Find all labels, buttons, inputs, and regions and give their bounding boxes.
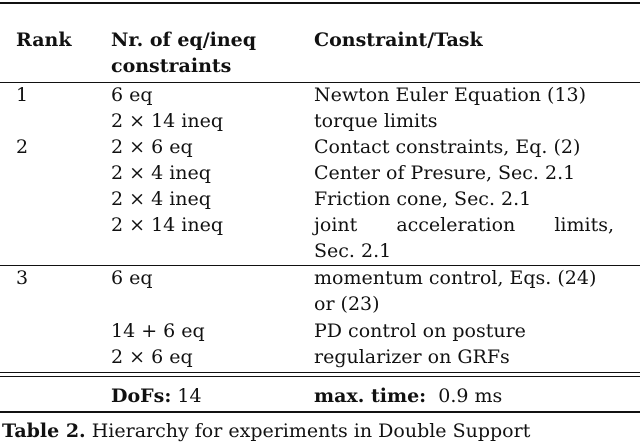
row-6-task-word-2: acceleration [396, 214, 516, 236]
row-3-task: Contact constraints, Eq. (2) [314, 136, 581, 158]
row-6-task-line1 [314, 212, 614, 238]
row-7-task-line1: momentum control, Eqs. (24) [314, 267, 597, 289]
row-7-task-line2: or (23) [314, 293, 380, 315]
row-1-rank: 1 [16, 84, 29, 106]
top-rule [0, 2, 640, 4]
row-2-task: torque limits [314, 110, 438, 132]
row-5-count: 2 × 4 ineq [111, 188, 211, 210]
caption-text: Hierarchy for experiments in Double Support [91, 420, 531, 442]
row-8-count: 14 + 6 eq [111, 320, 205, 342]
footer-time [314, 383, 502, 409]
row-3-count: 2 × 6 eq [111, 136, 193, 158]
row-3-rank: 2 [16, 136, 29, 158]
row-9-task: regularizer on GRFs [314, 346, 510, 368]
table-caption [2, 418, 530, 444]
row-4-task: Center of Presure, Sec. 2.1 [314, 162, 576, 184]
row-6-task-word-1: joint [314, 214, 358, 236]
footer-dofs-label: DoFs: [111, 385, 172, 407]
footer-dofs-value: 14 [177, 385, 202, 407]
row-2-count: 2 × 14 ineq [111, 110, 224, 132]
footer-time-value: 0.9 ms [438, 385, 503, 407]
header-constraints-line1: Nr. of eq/ineq [111, 29, 257, 51]
bottom-rule [0, 411, 640, 413]
row-7-rank: 3 [16, 267, 29, 289]
footer-dofs [111, 383, 202, 409]
row-6-task-line2: Sec. 2.1 [314, 240, 392, 262]
row-1-task: Newton Euler Equation (13) [314, 84, 587, 106]
row-8-task: PD control on posture [314, 320, 526, 342]
double-rule-top [0, 372, 640, 373]
row-6-task-word-3: limits, [554, 214, 614, 236]
row-5-task: Friction cone, Sec. 2.1 [314, 188, 532, 210]
header-task: Constraint/Task [314, 29, 483, 51]
double-rule-bottom [0, 376, 640, 377]
row-4-count: 2 × 4 ineq [111, 162, 211, 184]
caption-label: Table 2. [2, 420, 86, 442]
row-6-count: 2 × 14 ineq [111, 214, 224, 236]
row-9-count: 2 × 6 eq [111, 346, 193, 368]
header-constraints-line2: constraints [111, 55, 232, 77]
header-rank: Rank [16, 29, 72, 51]
row-1-count: 6 eq [111, 84, 153, 106]
footer-time-label: max. time: [314, 385, 427, 407]
row-7-count: 6 eq [111, 267, 153, 289]
